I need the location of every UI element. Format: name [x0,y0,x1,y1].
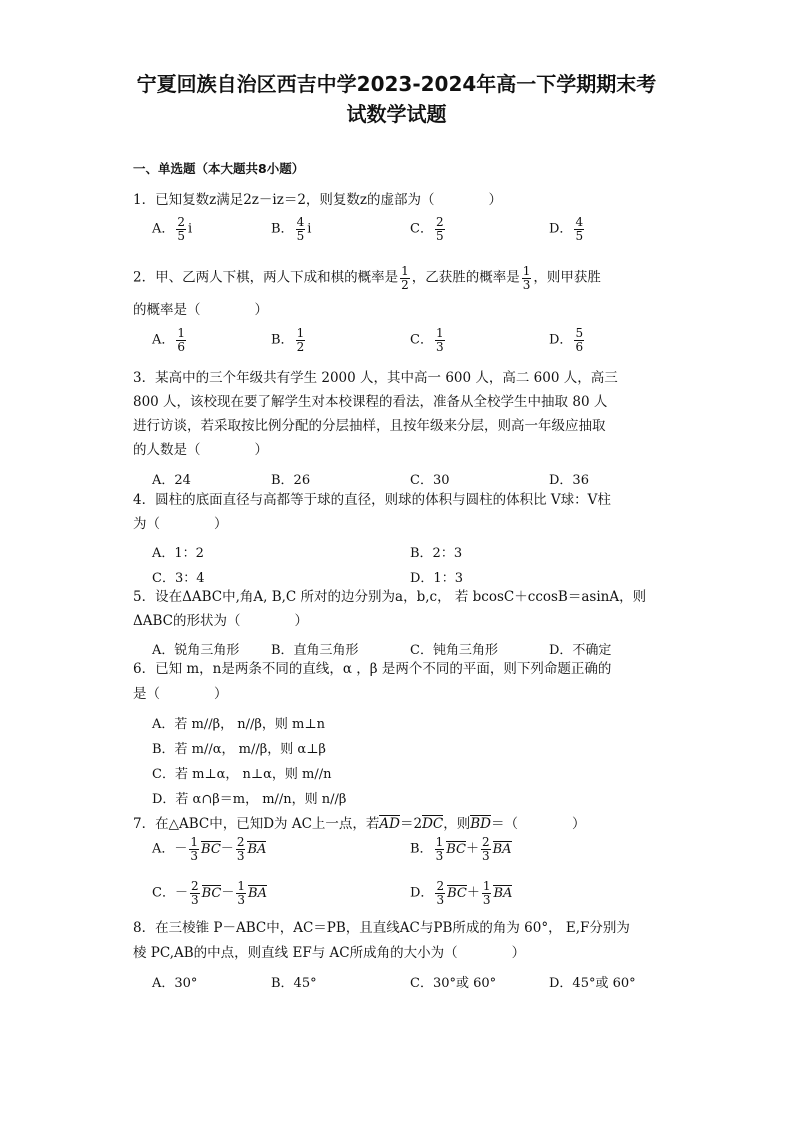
exam-title-line1: 宁夏回族自治区西吉中学2023-2024年高一下学期期末考 [136,72,657,96]
numerator: 4 [575,215,584,229]
numerator: 1 [482,879,491,893]
q8-option-a: A．30° [152,976,198,991]
q4-option-c: C．3：4 [152,571,205,586]
denominator: 5 [296,228,305,243]
option-label: A． [152,332,175,348]
q8-option-c: C．30°或 60° [410,976,497,991]
option-label: C． [152,885,175,901]
denominator: 3 [236,848,245,863]
vector-ba: BA [493,885,513,901]
q5-option-c: C．钝角三角形 [410,643,498,658]
q7-stem-part: ＝（ ） [491,816,586,832]
denominator: 6 [177,339,186,354]
q2-stem-part: ，则甲获胜 [533,269,601,286]
numerator: 4 [296,215,305,229]
q7-stem-part: ＝2 [400,816,423,832]
q2-option-b [271,327,307,353]
vector-dc: DC [422,816,444,832]
fraction [574,216,584,242]
numerator: 1 [435,835,444,849]
q7-option-c [152,880,267,906]
q5-stem-line1: 5．设在ΔABC中,角A, B,C 所对的边分别为a，b,c， 若 bcosC＋ccosB＝asinA，则 [133,589,647,605]
q1-option-a [152,216,192,242]
option-label: D． [410,885,434,901]
option-label: B． [271,221,294,237]
numerator: 2 [435,215,444,229]
q3-stem-line3: 进行访谈，若采取按比例分配的分层抽样，且按年级来分层，则高一年级应抽取 [133,418,606,434]
numerator: 2 [481,835,490,849]
numerator: 1 [190,835,199,849]
fraction [296,216,306,242]
sign: － [221,885,235,901]
q7-stem-part: ，则 [443,816,471,832]
q2-option-a [152,327,188,353]
denominator: 2 [401,277,409,292]
denominator: 3 [435,848,444,863]
option-label: A． [152,841,175,857]
fraction [176,216,186,242]
section-heading: 一、单选题（本大题共8小题） [133,161,305,176]
fraction [481,836,491,862]
sign: － [174,841,188,857]
q4-option-a: A．1：2 [152,546,204,561]
q3-option-c: C．30 [410,473,450,488]
numerator: 1 [177,326,186,340]
q2-stem-part: 2．甲、乙两人下棋，两人下成和棋的概率是 [133,269,399,286]
q4-stem-line2: 为（ ） [133,516,228,532]
option-label: D． [549,332,573,348]
denominator: 5 [435,228,444,243]
sign: － [220,841,234,857]
q5-option-a: A．锐角三角形 [152,643,240,658]
numerator: 1 [435,326,444,340]
denominator: 3 [237,892,246,907]
q8-stem-line2: 棱 PC,AB的中点，则直线 EF与 AC所成角的大小为（ ） [133,945,526,961]
fraction [482,880,492,906]
vector-ba: BA [248,885,267,901]
numerator: 2 [190,879,199,893]
numerator: 1 [401,264,409,278]
q6-option-d: D．若 α∩β＝m， m//n，则 n//β [152,792,347,807]
numerator: 2 [177,215,186,229]
q1-option-d [549,216,586,242]
q1-option-b [271,216,311,242]
fraction [400,265,410,291]
option-label: D． [549,221,573,237]
sign: － [174,885,188,901]
q5-option-b: B．直角三角形 [271,643,359,658]
q3-stem-line4: 的人数是（ ） [133,442,268,458]
q5-option-d: D．不确定 [549,643,612,658]
fraction [574,327,584,353]
q8-stem-line1: 8．在三棱锥 P－ABC中，AC＝PB，且直线AC与PB所成的角为 60°， E,F分别为 [133,920,630,936]
vector-bc: BC [201,885,222,901]
exam-title-line2: 试数学试题 [346,102,447,126]
q7-option-a [152,836,266,862]
q7-option-d [410,880,512,906]
denominator: 3 [522,277,531,292]
q3-stem-line2: 800 人，该校现在要了解学生对本校课程的看法，准备从全校学生中抽取 80 人 [133,394,608,410]
vector-bc: BC [447,885,467,901]
q3-option-b: B．26 [271,473,311,488]
vector-bd: BD [470,816,491,832]
option-label: B． [271,332,294,348]
q7-option-b [410,836,512,862]
fraction [176,327,186,353]
q6-stem-line2: 是（ ） [133,686,228,702]
option-label: C． [410,221,433,237]
imag-unit: i [307,221,312,237]
fraction [236,880,246,906]
option-label: A． [152,221,175,237]
numerator: 1 [522,264,531,278]
denominator: 3 [190,892,199,907]
q6-option-a: A．若 m//β， n//β，则 m⊥n [152,717,325,732]
q4-stem-line1: 4．圆柱的底面直径与高都等于球的直径，则球的体积与圆柱的体积比 V球：V柱 [133,492,611,508]
denominator: 2 [296,339,305,354]
denominator: 6 [575,339,584,354]
q7-stem-part: 7．在△ABC中，已知D为 AC上一点，若 [133,816,380,832]
q2-option-d [549,327,586,353]
numerator: 2 [236,835,245,849]
denominator: 3 [190,848,199,863]
denominator: 3 [435,339,444,354]
q3-option-a: A．24 [152,473,191,488]
q2-option-c [410,327,447,353]
fraction [522,265,532,291]
q7-stem [133,812,586,832]
imag-unit: i [188,221,193,237]
denominator: 3 [481,848,490,863]
vector-ba: BA [247,841,267,857]
q4-option-d: D．1：3 [410,571,463,586]
fraction [435,327,445,353]
denominator: 3 [436,892,445,907]
q6-option-c: C．若 m⊥α， n⊥α，则 m//n [152,767,332,782]
option-label: B． [410,841,433,857]
q8-option-b: B．45° [271,976,317,991]
q4-option-b: B．2：3 [410,546,463,561]
numerator: 1 [296,326,305,340]
denominator: 5 [575,228,584,243]
vector-ad: AD [379,816,400,832]
vector-bc: BC [446,841,466,857]
vector-bc: BC [201,841,221,857]
numerator: 2 [436,879,445,893]
q2-stem-part: ，乙获胜的概率是 [411,269,520,286]
q3-option-d: D．36 [549,473,589,488]
numerator: 1 [237,879,246,893]
q1-stem: 1．已知复数z满足2z－iz＝2，则复数z的虚部为（ ） [133,192,503,208]
vector-ba: BA [492,841,512,857]
fraction [435,880,445,906]
q3-stem-line1: 3．某高中的三个年级共有学生 2000 人，其中高一 600 人，高二 600 人，高三 [133,370,618,386]
fraction [435,836,445,862]
q2-stem [133,265,601,291]
option-label: C． [410,332,433,348]
q6-option-b: B．若 m//α， m//β，则 α⊥β [152,742,326,757]
numerator: 5 [575,326,584,340]
q1-option-c [410,216,447,242]
fraction [236,836,246,862]
q2-stem-line2: 的概率是（ ） [133,302,268,318]
q8-option-d: D．45°或 60° [549,976,636,991]
denominator: 5 [177,228,186,243]
sign: ＋ [466,885,480,901]
q6-stem-line1: 6．已知 m，n是两条不同的直线，α ，β 是两个不同的平面，则下列命题正确的 [133,661,612,677]
fraction [435,216,445,242]
fraction [296,327,306,353]
sign: ＋ [465,841,479,857]
fraction [190,880,200,906]
q5-stem-line2: ΔABC的形状为（ ） [133,613,308,629]
denominator: 3 [482,892,491,907]
fraction [189,836,199,862]
